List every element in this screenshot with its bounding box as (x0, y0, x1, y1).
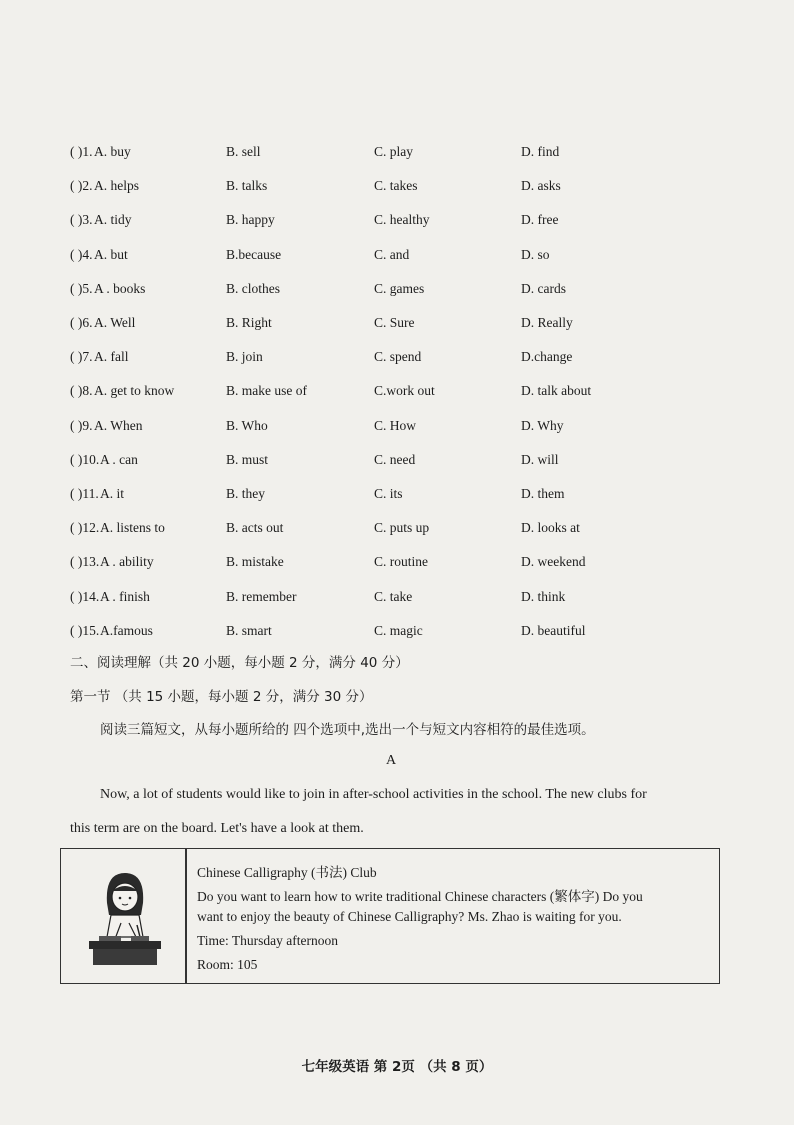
option-b: B. Who (226, 417, 268, 433)
question-number: ( )4. (70, 246, 93, 262)
passage-label: A (386, 753, 397, 768)
option-b: B. mistake (226, 554, 284, 570)
option-c: C. and (374, 246, 410, 262)
question-number: ( )8. (70, 383, 93, 399)
option-b: B. happy (226, 212, 275, 228)
option-a: A. buy (94, 144, 131, 159)
cloze-question-row (70, 452, 690, 476)
option-c: C. takes (374, 178, 418, 194)
option-a: A. it (100, 486, 125, 501)
question-number: ( )15. (70, 622, 100, 638)
option-c: C. magic (374, 622, 423, 638)
cloze-question-row (70, 144, 690, 168)
question-number: ( )1. (70, 144, 93, 159)
club-time: Time: Thursday afternoon (197, 933, 338, 948)
option-d: D. will (521, 451, 559, 467)
option-a: A. listens to (100, 520, 165, 536)
option-c: C. need (374, 451, 416, 467)
option-d: D. free (521, 212, 559, 228)
question-number: ( )10. (70, 451, 100, 467)
option-d: D. Why (521, 417, 564, 433)
passage-line-1: Now, a lot of students would like to join in after-school activities in the school. The new clubs for (100, 787, 647, 802)
option-b: B. join (226, 349, 263, 365)
question-number: ( )9. (70, 417, 93, 433)
option-c: C.work out (374, 383, 435, 399)
option-b: B. talks (226, 178, 268, 194)
question-number: ( )6. (70, 315, 93, 330)
option-b: B. remember (226, 588, 297, 604)
option-b: B. make use of (226, 383, 307, 399)
option-d: D. find (521, 144, 560, 159)
option-d: D. cards (521, 280, 566, 296)
option-a: A. Well (94, 315, 136, 330)
option-c: C. games (374, 280, 425, 296)
club-description-line-1: Do you want to learn how to write traditional Chinese characters (繁体字) Do you (197, 889, 643, 904)
girl-writing-icon (85, 863, 165, 973)
question-number: ( )14. (70, 588, 100, 604)
option-d: D.change (521, 349, 573, 365)
question-number: ( )11. (70, 486, 99, 501)
reading-instructions: 阅读三篇短文，从每小题所给的 四个选项中,选出一个与短文内容相符的最佳选项。 (100, 722, 595, 738)
option-c: C. its (374, 486, 403, 501)
option-d: D. them (521, 486, 565, 501)
option-b: B. sell (226, 144, 261, 159)
question-number: ( )12. (70, 520, 100, 536)
club-room: Room: 105 (197, 957, 258, 972)
option-d: D. weekend (521, 554, 586, 570)
option-c: C. puts up (374, 520, 430, 536)
option-b: B. smart (226, 622, 272, 638)
option-c: C. spend (374, 349, 422, 365)
option-b: B.because (226, 246, 282, 262)
option-c: C. routine (374, 554, 428, 570)
question-number: ( )13. (70, 554, 100, 570)
option-d: D. Really (521, 315, 573, 330)
club-title: Chinese Calligraphy (书法) Club (197, 865, 377, 880)
page-footer: 七年级英语 第 2页 （共 8 页） (301, 1059, 493, 1075)
cloze-question-row (70, 623, 690, 647)
cloze-question-row (70, 554, 690, 578)
club-notice-box (60, 848, 720, 984)
option-a: A. When (94, 417, 143, 433)
option-d: D. talk about (521, 383, 592, 399)
cloze-question-row (70, 247, 690, 271)
option-b: B. clothes (226, 280, 280, 296)
option-a: A. tidy (94, 212, 132, 228)
option-a: A. get to know (94, 383, 175, 399)
option-a: A. fall (94, 349, 129, 365)
option-c: C. Sure (374, 315, 415, 330)
option-a: A . finish (100, 588, 150, 604)
cloze-question-row (70, 383, 690, 407)
question-number: ( )3. (70, 212, 93, 228)
option-d: D. looks at (521, 520, 580, 536)
cloze-question-row (70, 418, 690, 442)
option-a: A . ability (100, 554, 154, 570)
question-number: ( )2. (70, 178, 93, 194)
option-d: D. think (521, 588, 566, 604)
question-number: ( )7. (70, 349, 93, 365)
option-b: B. acts out (226, 520, 284, 536)
passage-line-2: this term are on the board. Let's have a look at them. (70, 821, 364, 836)
option-c: C. How (374, 417, 417, 433)
option-d: D. asks (521, 178, 561, 194)
option-c: C. take (374, 588, 413, 604)
option-a: A . can (100, 451, 138, 467)
option-b: B. Right (226, 315, 272, 330)
section-2-title: 二、阅读理解（共 20 小题，每小题 2 分，满分 40 分） (70, 655, 409, 671)
option-c: C. healthy (374, 212, 430, 228)
option-a: A.famous (100, 622, 153, 638)
option-a: A. but (94, 246, 128, 262)
cloze-question-row (70, 212, 690, 236)
option-c: C. play (374, 144, 413, 159)
cloze-question-row (70, 281, 690, 305)
cloze-question-row (70, 520, 690, 544)
cloze-question-row (70, 589, 690, 613)
question-number: ( )5. (70, 280, 93, 296)
option-a: A. helps (94, 178, 139, 194)
cloze-question-row (70, 486, 690, 510)
cloze-question-row (70, 178, 690, 202)
part-1-title: 第一节 （共 15 小题，每小题 2 分，满分 30 分） (70, 689, 373, 705)
club-description-line-2: want to enjoy the beauty of Chinese Calligraphy? Ms. Zhao is waiting for you. (197, 909, 622, 924)
cloze-question-row (70, 315, 690, 339)
option-a: A . books (94, 280, 146, 296)
option-b: B. they (226, 486, 265, 501)
option-d: D. so (521, 246, 550, 262)
option-b: B. must (226, 451, 269, 467)
club-box-divider (185, 849, 187, 983)
cloze-question-row (70, 349, 690, 373)
option-d: D. beautiful (521, 622, 586, 638)
